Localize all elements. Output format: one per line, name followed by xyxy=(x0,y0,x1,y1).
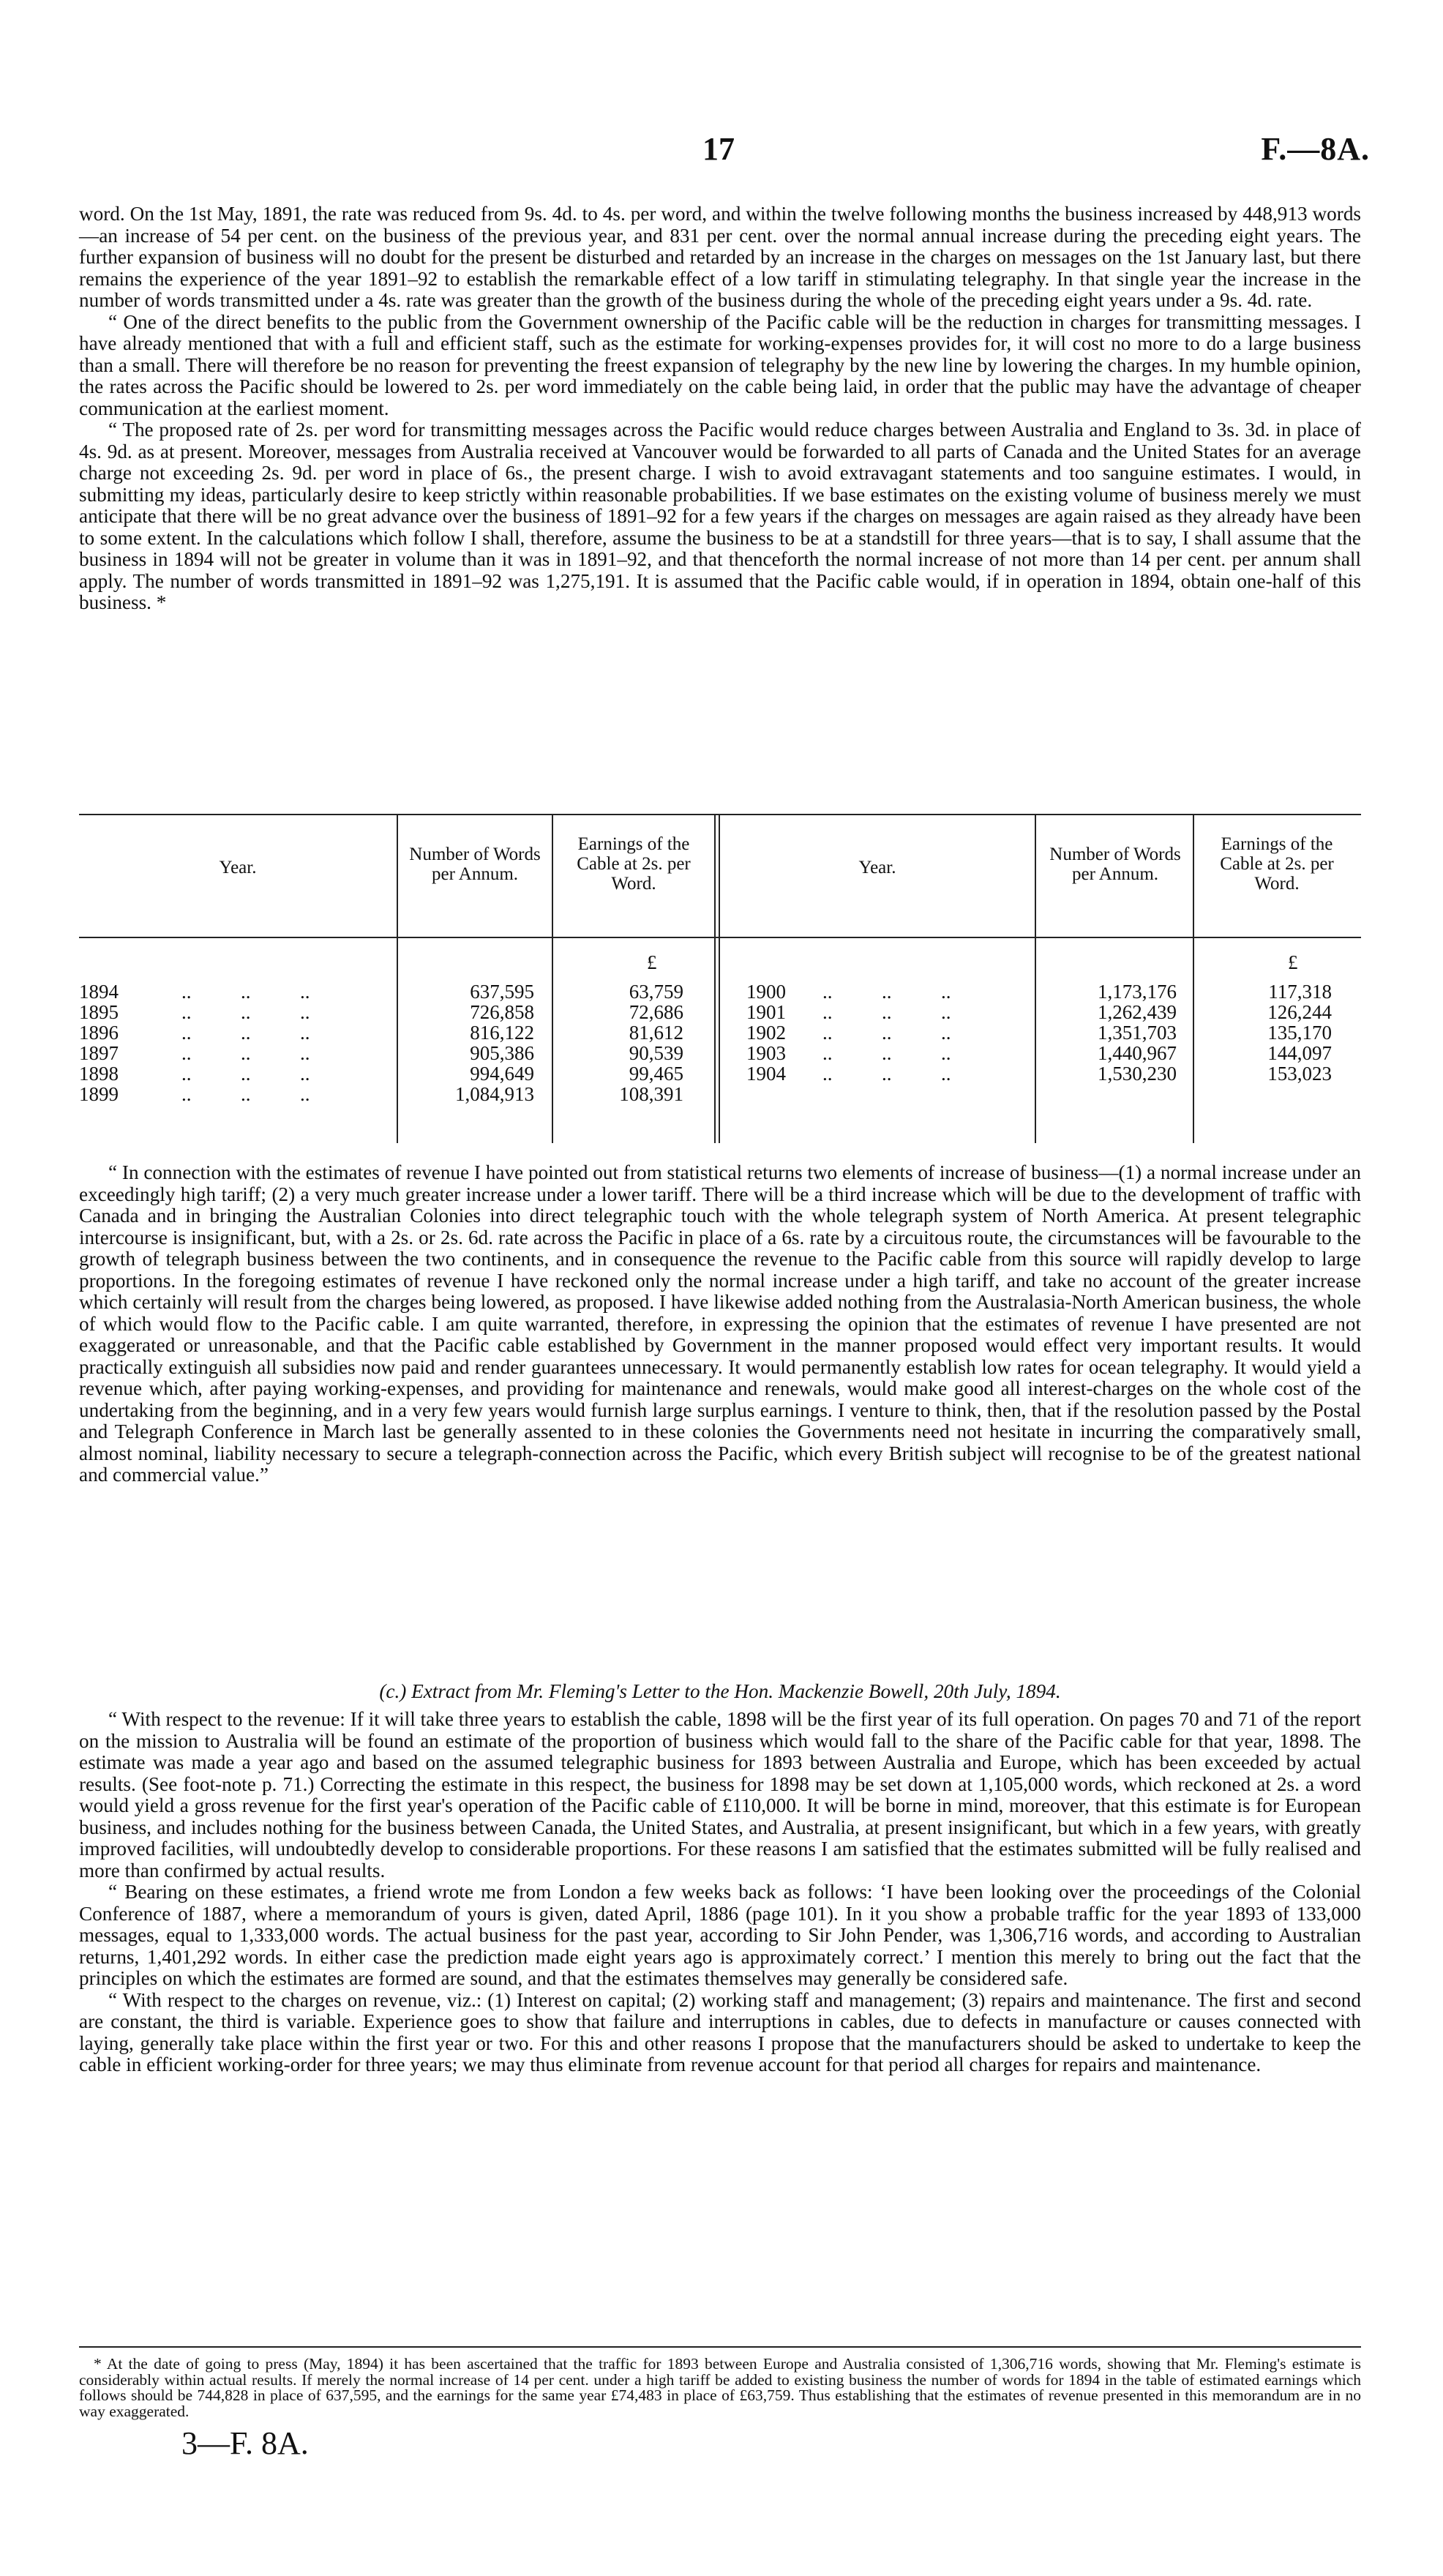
leader-dots: .. .. .. xyxy=(181,981,310,1003)
leader-dots: .. .. .. xyxy=(181,1083,310,1105)
leader-dots: .. .. .. xyxy=(822,981,951,1003)
footnote xyxy=(79,2356,1361,2419)
paragraph: “ In connection with the estimates of revenue I have pointed out from statistical returns two elements of increase of business—(1) a normal increase under an exceedingly high tariff; (2) a very much greater increase under a lower tariff. There will be a third increase which will be due to the development of traffic with Canada and in bringing the Australian Colonies into direct telegraphic touch with the whole telegraph system of North America. At present telegraphic intercourse is insignificant, but, with a 2s. or 2s. 6d. rate across the Pacific in place of a 6s. rate by a circuitous route, the circumstances will be favourable to the growth of telegraph business between the two continents, and in consequence the revenue to the Pacific cable from this source will rapidly develop to large proportions. In the foregoing estimates of revenue I have reckoned only the normal increase under a high tariff, and take no account of the greater increase which certainly will result from the charges being lowered, as proposed. I have likewise added nothing from the Australasia-North American business, the whole of which would flow to the Pacific cable. I am quite warranted, therefore, in expressing the opinion that the estimates of revenue I have presented are not exaggerated or unreasonable, and that the Pacific cable established by Government in the manner proposed would effect very important results. It would practically extinguish all subsidies now paid and render guarantees unnecessary. It would permanently establish low rates for ocean telegraphy. It would yield a revenue which, after paying working-expenses, and providing for maintenance and renewals, would make good all interest-charges on the whole cost of the undertaking from the beginning, and in a very few years would furnish large surplus earnings. I venture to think, then, that if the resolution passed by the Postal and Telegraph Conference in March last be generally assented to in these colonies the Governments need not hesitate in incurring the comparatively small, almost nominal, liability necessary to secure a telegraph-connection across the Pacific, which every British subject will recognise to be of the greatest national and commercial value.” xyxy=(79,1161,1361,1486)
paragraph: “ One of the direct benefits to the public from the Government ownership of the Pacific cable will be the reduction in charges for transmitting messages. I have already mentioned that with a full and efficient staff, such as the estimate for working-expenses provides for, it will cost no more to do a large business than a small. There will therefore be no reason for preventing the freest expansion of telegraphy by the new line by lowering the charges. In my humble opinion, the rates across the Pacific should be lowered to 2s. per word immediately on the cable being laid, in order that the public may have the advantage of cheaper communication at the earliest moment. xyxy=(79,310,1361,419)
row-earnings: 126,244 xyxy=(1267,1001,1332,1023)
paragraph: “ The proposed rate of 2s. per word for transmitting messages across the Pacific would reduce charges between Australia and England to 3s. 3d. in place of 4s. 9d. as at present. Moreover, messages from Australia received at Vancouver would be forwarded to all parts of Canada and the United States for an average charge not exceeding 2s. 9d. per word in place of 6s., the present charge. I wish to avoid extravagant statements and too sanguine estimates. I would, in submitting my ideas, particularly desire to keep strictly within reasonable probabilities. If we base estimates on the existing volume of business merely we must anticipate that there will be no great advance over the business of 1891–92 for a few years if the charges on messages are again raised as they already have been to some extent. In the calculations which follow I shall, therefore, assume the business to be at a standstill for three years—that is to say, I shall assume that the business in 1894 will not be greater in volume than it was in 1891–92, and that thenceforth the normal increase of not more than 14 per cent. per annum shall apply. The number of words transmitted in 1891–92 was 1,275,191. It is assumed that the Pacific cable would, if in operation in 1894, obtain one-half of this business. * xyxy=(79,419,1361,613)
row-year: 1904 xyxy=(746,1063,786,1085)
row-earnings: 72,686 xyxy=(629,1001,683,1023)
row-year: 1894 xyxy=(79,981,119,1003)
section-heading: (c.) Extract from Mr. Fleming's Letter to the Hon. Mackenzie Bowell, 20th July, 1894. xyxy=(379,1680,1061,1702)
header-earnings: Earnings of the Cable at 2s. per Word. xyxy=(577,834,691,894)
row-earnings: 117,318 xyxy=(1268,981,1332,1003)
row-words: 816,122 xyxy=(470,1022,534,1044)
currency-symbol: £ xyxy=(1288,951,1298,973)
document-reference: F.—8A. xyxy=(1261,131,1370,167)
row-year: 1896 xyxy=(79,1022,119,1044)
footnote-rule xyxy=(79,2346,1361,2348)
header-year: Year. xyxy=(219,858,257,877)
header-year: Year. xyxy=(858,858,896,877)
leader-dots: .. .. .. xyxy=(822,1022,951,1044)
row-earnings: 99,465 xyxy=(629,1063,683,1085)
footnote-text: * At the date of going to press (May, 1894) it has been ascertained that the traffic for 1893 between Europe and Australia consisted of 1,306,716 words, showing that Mr. Fleming's estimate is considerably within actual results. If merely the normal increase of 14 per cent. under a high tariff be added to existing business the number of words for 1894 in the table of estimated earnings which follows should be 744,828 in place of 637,595, and the earnings for the same year £74,483 in place of £63,759. Thus establishing that the estimates of revenue presented in this memorandum are in no way exaggerated. xyxy=(79,2355,1361,2420)
leader-dots: .. .. .. xyxy=(822,1042,951,1064)
page-header xyxy=(0,130,1443,174)
row-earnings: 108,391 xyxy=(619,1083,683,1105)
opening-paragraphs xyxy=(79,203,1361,614)
earnings-table xyxy=(79,814,1361,1143)
table-top-rule xyxy=(79,814,1361,815)
column-divider xyxy=(1193,814,1194,1143)
paragraph: word. On the 1st May, 1891, the rate was reduced from 9s. 4d. to 4s. per word, and within the twelve following months the business increased by 448,913 words—an increase of 54 per cent. on the business of the previous year, and 831 per cent. over the normal annual increase during the preceding eight years. The further expansion of business will no doubt for the present be disturbed and retarded by an increase in the charges on messages on the 1st January last, but there remains the experience of the year 1891–92 to establish the remarkable effect of a low tariff in stimulating telegraphy. In that single year the increase in the number of words transmitted under a 4s. rate was greater than the growth of the business during the whole of the preceding eight years under a 9s. 4d. rate. xyxy=(79,203,1361,311)
leader-dots: .. .. .. xyxy=(181,1022,310,1044)
letter-extract xyxy=(79,1709,1361,2076)
row-earnings: 63,759 xyxy=(629,981,683,1003)
currency-symbol: £ xyxy=(647,951,657,973)
row-year: 1903 xyxy=(746,1042,786,1064)
column-divider xyxy=(1035,814,1036,1143)
row-year: 1901 xyxy=(746,1001,786,1023)
leader-dots: .. .. .. xyxy=(822,1063,951,1085)
column-divider xyxy=(397,814,398,1143)
leader-dots: .. .. .. xyxy=(181,1063,310,1085)
header-words: Number of Words per Annum. xyxy=(1049,845,1181,884)
row-year: 1902 xyxy=(746,1022,786,1044)
paragraph: “ With respect to the charges on revenue, viz.: (1) Interest on capital; (2) working staff and management; (3) repairs and maintenance. The first and second are constant, the third is variable. Experience goes to show that failure and interruptions in cables, due to defects in manufacture or causes connected with laying, generally take place within the first year or two. For this and other reasons I propose that the manufacturers should be asked to undertake to keep the cable in efficient working-order for three years; we may thus eliminate from revenue account for that period all charges for repairs and maintenance. xyxy=(79,1988,1361,2075)
row-earnings: 153,023 xyxy=(1267,1063,1332,1085)
header-earnings: Earnings of the Cable at 2s. per Word. xyxy=(1220,834,1334,894)
row-year: 1900 xyxy=(746,981,786,1003)
table-header-rule xyxy=(79,937,1361,938)
row-words: 1,262,439 xyxy=(1098,1001,1177,1023)
row-words: 1,351,703 xyxy=(1098,1022,1177,1044)
row-year: 1897 xyxy=(79,1042,119,1064)
page-number: 17 xyxy=(702,131,735,167)
row-words: 1,173,176 xyxy=(1098,981,1177,1003)
row-earnings: 90,539 xyxy=(629,1042,683,1064)
row-earnings: 144,097 xyxy=(1267,1042,1332,1064)
row-words: 1,084,913 xyxy=(455,1083,534,1105)
row-words: 1,530,230 xyxy=(1098,1063,1177,1085)
header-words: Number of Words per Annum. xyxy=(409,845,541,884)
leader-dots: .. .. .. xyxy=(822,1001,951,1023)
row-words: 994,649 xyxy=(470,1063,534,1085)
paragraph: “ With respect to the revenue: If it will take three years to establish the cable, 1898 will be the first year of its full operation. On pages 70 and 71 of the report on the mission to Australia will be found an estimate of the proportion of business which would fall to the share of the Pacific cable for that year, 1898. The estimate was made a year ago and based on the assumed telegraphic business for 1893 between Australia and Europe, which has been exceeded by actual results. (See foot-note p. 71.) Correcting the estimate in this respect, the business for 1898 may be set down at 1,105,000 words, which reckoned at 2s. a word would yield a gross revenue for the first year's operation of the Pacific cable of £110,000. It will be borne in mind, moreover, that this estimate is for European business, and includes nothing for the business between Canada, the United States, and Australia, at present insignificant, but which in a few years, with greatly improved facilities, will undoubtedly develop to considerable proportions. For these reasons I am satisfied that the estimates submitted will be fully realised and more than confirmed by actual results. xyxy=(79,1708,1361,1882)
row-year: 1899 xyxy=(79,1083,119,1105)
row-words: 637,595 xyxy=(470,981,534,1003)
revenue-paragraph xyxy=(79,1162,1361,1486)
row-earnings: 135,170 xyxy=(1267,1022,1332,1044)
leader-dots: .. .. .. xyxy=(181,1042,310,1064)
row-words: 1,440,967 xyxy=(1098,1042,1177,1064)
row-words: 726,858 xyxy=(470,1001,534,1023)
row-year: 1895 xyxy=(79,1001,119,1023)
row-year: 1898 xyxy=(79,1063,119,1085)
paragraph: “ Bearing on these estimates, a friend wrote me from London a few weeks back as follows: ‘I have been looking over the proceedings of the Colonial Conference of 1887, where a memorandum of yours is given, dated April, 1886 (page 101). In it you show a probable traffic for the year 1893 of 133,000 messages, equal to 1,333,000 words. The actual business for the past year, according to Sir John Pender, was 1,306,716 words, and according to Australian returns, 1,401,292 words. In either case the prediction made eight years ago is approximately correct.’ I mention this merely to bring out the fact that the principles on which the estimates are formed are sound, and that the estimates themselves may generally be considered safe. xyxy=(79,1881,1361,1989)
leader-dots: .. .. .. xyxy=(181,1001,310,1023)
column-divider xyxy=(714,814,716,1143)
column-divider xyxy=(552,814,553,1143)
row-earnings: 81,612 xyxy=(629,1022,683,1044)
row-words: 905,386 xyxy=(470,1042,534,1064)
signature-mark: 3—F. 8A. xyxy=(181,2425,309,2461)
